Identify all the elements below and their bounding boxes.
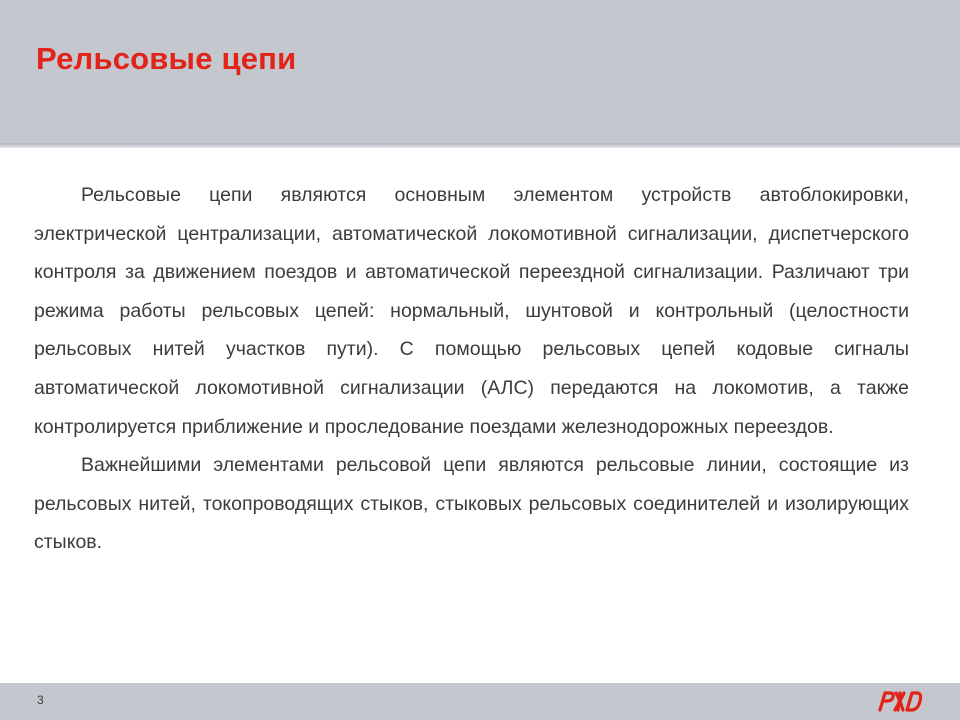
slide-body <box>34 176 909 562</box>
header-divider <box>0 143 960 148</box>
page-number: 3 <box>37 693 44 707</box>
body-paragraph-1: Рельсовые цепи являются основным элементом устройств автоблокировки, электрической централизации, автоматической локомотивной сигнализации, диспетчерского контроля за движением поездов и автоматической переездной сигнализации. Различают три режима работы рельсовых цепей: нормальный, шунтовой и контрольный (целостности рельсовых нитей участков пути). С помощью рельсовых цепей кодовые сигналы автоматической локомотивной сигнализации (АЛС) передаются на локомотив, а также контролируется приближение и проследование поездами железнодорожных переездов. <box>34 184 909 438</box>
body-paragraph-2: Важнейшими элементами рельсовой цепи являются рельсовые линии, состоящие из рельсовых нитей, токопроводящих стыков, стыковых рельсовых соединителей и изолирующих стыков. <box>34 454 909 554</box>
slide-title: Рельсовые цепи <box>36 41 297 76</box>
rzd-logo-icon <box>876 688 924 714</box>
header-bar <box>0 0 960 143</box>
footer-bar <box>0 683 960 720</box>
